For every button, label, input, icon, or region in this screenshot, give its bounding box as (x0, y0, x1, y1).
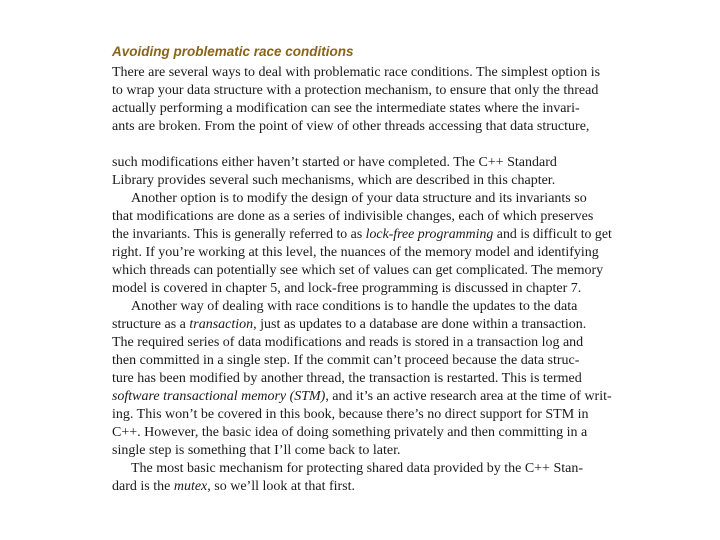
text-line: Another way of dealing with race conditions is to handle the updates to the data (131, 299, 578, 314)
text-line: ing. This won’t be covered in this book, because there’s no direct support for STM in (112, 407, 589, 422)
text-line: ture has been modified by another thread, the transaction is restarted. This is termed (112, 371, 582, 386)
text-line: Library provides several such mechanisms, which are described in this chapter. (112, 173, 556, 188)
text-run: dard is the (112, 479, 174, 494)
text-line: to wrap your data structure with a protection mechanism, to ensure that only the thread (112, 83, 599, 98)
text-run: and is difficult to get (493, 227, 612, 242)
text-line: C++. However, the basic idea of doing something privately and then committing in a (112, 425, 588, 440)
text-run: , just as updates to a database are done within a transaction. (253, 317, 587, 332)
text-line (112, 478, 355, 496)
term-mutex: mutex (173, 479, 208, 494)
text-line: The required series of data modifications and reads is stored in a transaction log and (112, 335, 584, 350)
text-line (112, 316, 586, 334)
text-line: model is covered in chapter 5, and lock-free programming is discussed in chapter 7. (112, 281, 582, 296)
text-run: , so we’ll look at that first. (207, 479, 356, 494)
section-heading: Avoiding problematic race conditions (112, 44, 354, 59)
text-line: There are several ways to deal with problematic race conditions. The simplest option is (112, 65, 601, 80)
text-line: right. If you’re working at this level, the nuances of the memory model and identifying (112, 245, 599, 260)
term-lock-free-programming: lock-free programming (365, 227, 494, 242)
text-line: ants are broken. From the point of view of other threads accessing that data structure, (112, 119, 590, 134)
text-line: single step is something that I’ll come back to later. (112, 443, 401, 458)
text-line (112, 226, 612, 244)
text-line: that modifications are done as a series of indivisible changes, each of which preserves (112, 209, 594, 224)
term-transaction: transaction (189, 317, 254, 332)
text-line (112, 388, 612, 406)
text-line: then committed in a single step. If the commit can’t proceed because the data struc- (112, 353, 580, 368)
text-line: The most basic mechanism for protecting shared data provided by the C++ Stan- (131, 461, 584, 476)
text-line: such modifications either haven’t started or have completed. The C++ Standard (112, 155, 557, 170)
text-run: structure as a (112, 317, 190, 332)
text-line: Another option is to modify the design of your data structure and its invariants so (131, 191, 587, 206)
text-run: the invariants. This is generally referred to as (112, 227, 366, 242)
text-run: , and it’s an active research area at the time of writ- (325, 389, 612, 404)
text-line: actually performing a modification can see the intermediate states where the invari- (112, 101, 580, 116)
text-line: which threads can potentially see which set of values can get complicated. The memory (112, 263, 604, 278)
term-stm: software transactional memory (STM) (112, 389, 326, 404)
